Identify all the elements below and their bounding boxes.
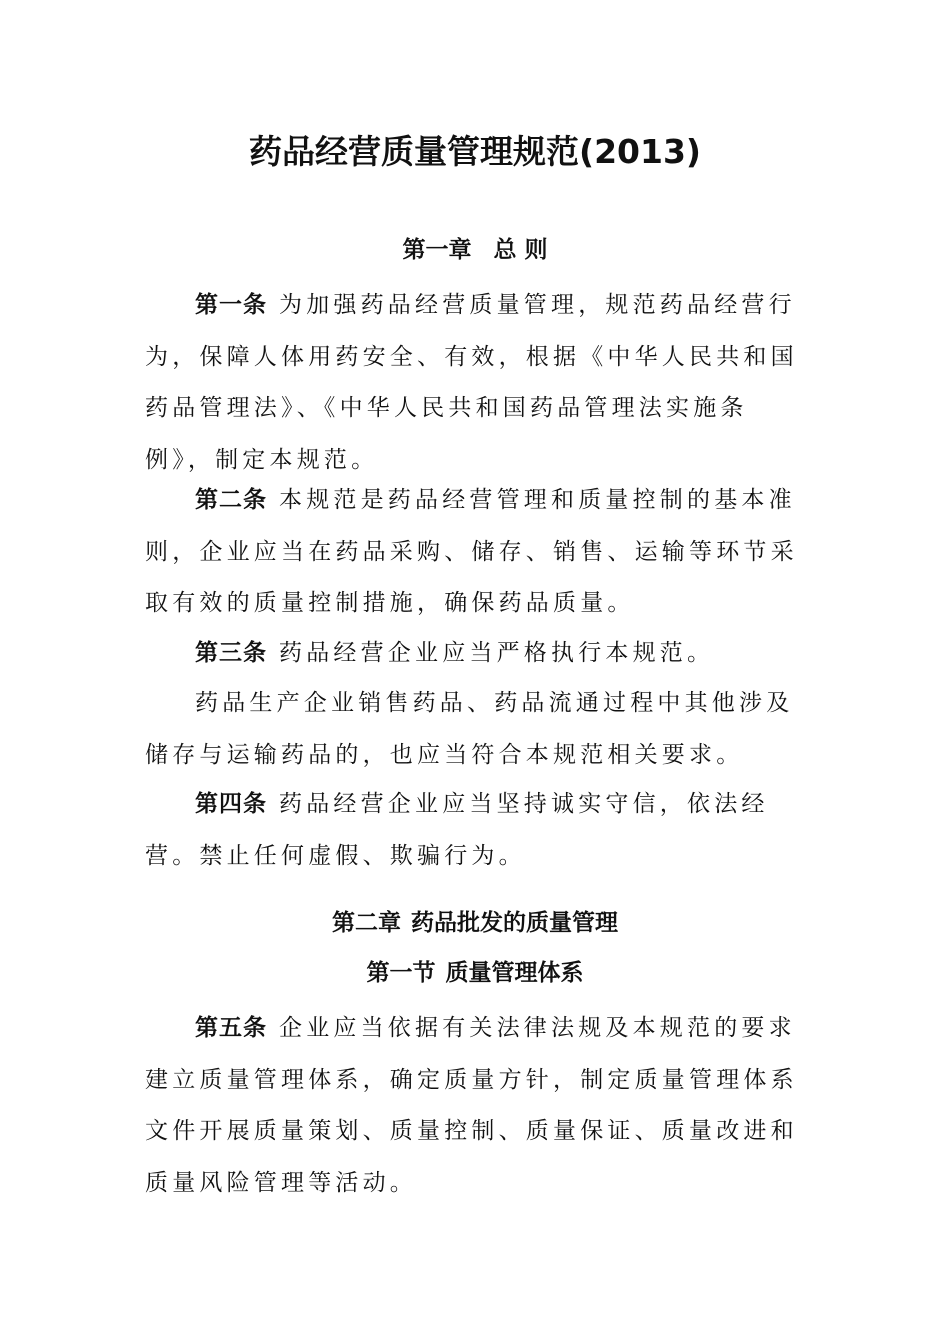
article-text: 为加强药品经营质量管理，规范药品经营行为，保障人体用药安全、有效，根据《中华人民共和国药品管理法》、《中华人民共和国药品管理法实施条例》，制定本规范。 bbox=[145, 292, 798, 473]
article-number: 第三条 bbox=[195, 640, 267, 666]
document-title: 药品经营质量管理规范(2013) bbox=[248, 132, 701, 171]
article-text: 药品生产企业销售药品、药品流通过程中其他涉及储存与运输药品的，也应当符合本规范相关要求。 bbox=[145, 690, 794, 768]
article-paragraph bbox=[145, 280, 815, 486]
article-paragraph bbox=[145, 1003, 815, 1209]
chapter-name: 药品批发的质量管理 bbox=[411, 910, 618, 936]
chapter-number: 第一章 bbox=[402, 237, 472, 263]
article-number: 第四条 bbox=[195, 791, 267, 817]
article-number: 第二条 bbox=[195, 487, 267, 513]
article-text: 药品经营企业应当严格执行本规范。 bbox=[279, 640, 715, 666]
article-paragraph bbox=[145, 779, 815, 882]
article-text: 企业应当依据有关法律法规及本规范的要求建立质量管理体系，确定质量方针，制定质量管理体系文件开展质量策划、质量控制、质量保证、质量改进和质量风险管理等活动。 bbox=[145, 1015, 798, 1196]
article-number: 第五条 bbox=[195, 1015, 267, 1041]
article-paragraph bbox=[145, 628, 815, 680]
article-paragraph bbox=[145, 678, 815, 781]
section-name: 质量管理体系 bbox=[445, 960, 584, 986]
article-paragraph bbox=[145, 475, 815, 630]
article-text: 药品经营企业应当坚持诚实守信，依法经营。禁止任何虚假、欺骗行为。 bbox=[145, 791, 769, 869]
chapter-heading bbox=[0, 905, 950, 941]
article-number: 第一条 bbox=[195, 292, 267, 318]
chapter-heading bbox=[0, 232, 950, 268]
section-number: 第一节 bbox=[366, 960, 436, 986]
section-heading bbox=[0, 955, 950, 991]
chapter-number: 第二章 bbox=[332, 910, 401, 936]
chapter-name: 总 则 bbox=[493, 237, 548, 263]
article-text: 本规范是药品经营管理和质量控制的基本准则，企业应当在药品采购、储存、销售、运输等环节采取有效的质量控制措施，确保药品质量。 bbox=[145, 487, 798, 616]
